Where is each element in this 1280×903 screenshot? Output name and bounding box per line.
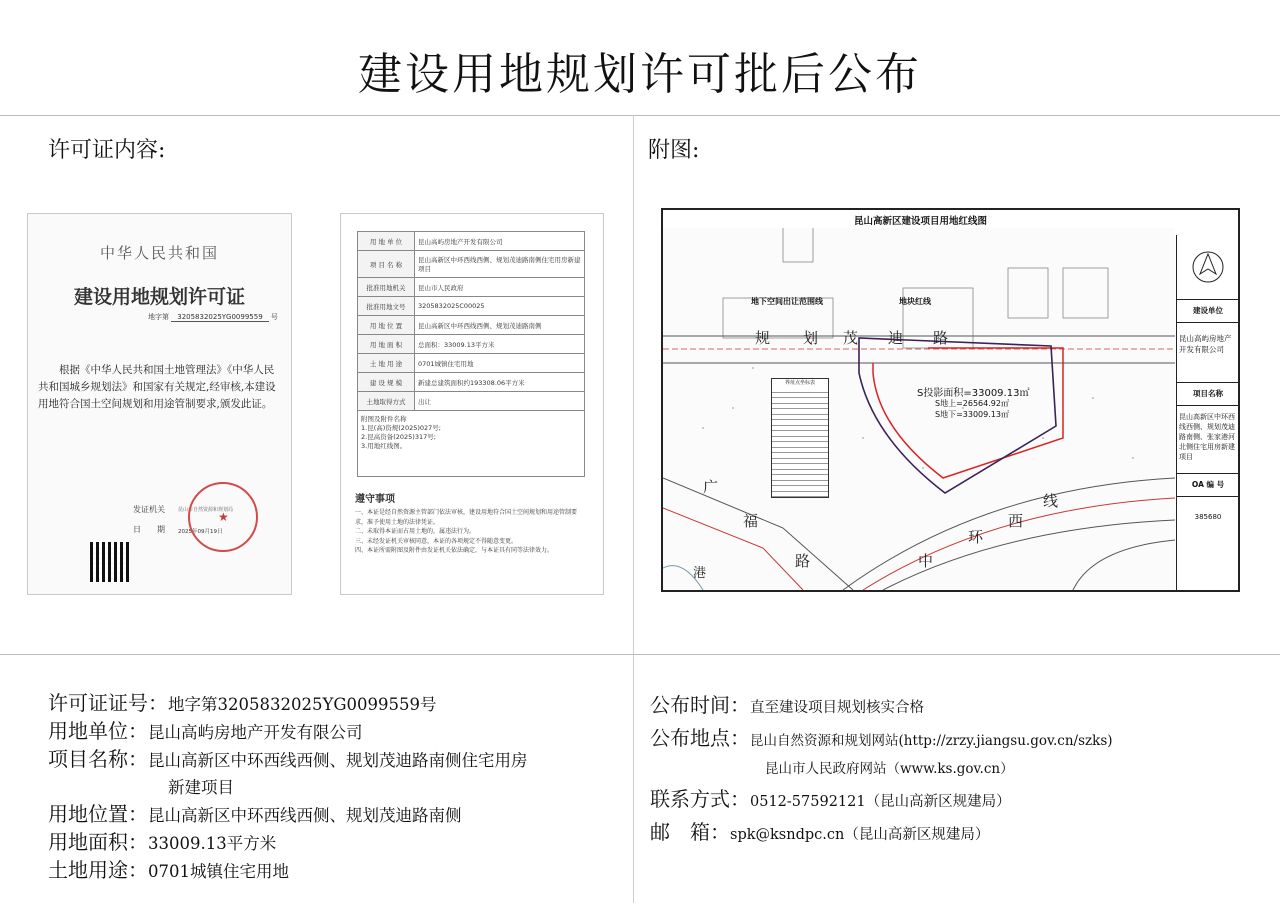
table-cell: 批准用地机关: [358, 278, 415, 297]
info-row-time: [650, 692, 1275, 721]
attachment-item: 3.用地红线图。: [361, 442, 407, 450]
table-row: [358, 373, 585, 392]
table-cell: 土 地 用 途: [358, 354, 415, 373]
redline-map: [661, 208, 1240, 592]
info-row-project-cont: [48, 774, 633, 801]
table-row: [358, 316, 585, 335]
cert-issuer-name: 昆山市自然资源和规划局: [178, 507, 234, 513]
info-right: [650, 692, 1275, 848]
cert-number-line: [148, 312, 278, 322]
table-row: [358, 232, 585, 251]
area-above: S地上=26564.92㎡: [935, 399, 1009, 408]
table-cell: 用 地 位 置: [358, 316, 415, 335]
label-underground: 地下空间出让范围线: [751, 297, 823, 306]
info-value: 0512-57592121（昆山高新区规建局）: [750, 794, 1011, 810]
road-label: 中: [918, 552, 934, 570]
rule-item: 四、本证所需附图及附件由发证机关依法确定，与本证具有同等法律效力。: [355, 547, 554, 554]
rule-item: 一、本证是经自然资源主管部门依法审核，建设用地符合国土空间规划和用途管制要求，准予使用土地的法律凭证。: [355, 509, 578, 526]
info-key: 土地用途：: [48, 858, 148, 882]
left-section-title: 许可证内容:: [48, 138, 166, 163]
table-cell: 昆山高屿房地产开发有限公司: [415, 232, 585, 251]
cert-number-prefix: 地字第: [148, 313, 169, 321]
info-row-contact: [650, 786, 1275, 815]
road-label: 广: [703, 478, 719, 496]
table-row: [358, 335, 585, 354]
attachment-item: 1.昆(高)资规(2025)027号;: [361, 424, 441, 432]
table-cell: 0701城镇住宅用地: [415, 354, 585, 373]
table-cell: 土地取得方式: [358, 392, 415, 411]
road-label: 福: [743, 512, 759, 530]
info-value: 33009.13平方米: [148, 834, 277, 853]
coordinate-table-title: 界址点坐标表: [772, 379, 828, 388]
side-project-value: 昆山高新区中环西线西侧、规划茂迪路南侧、张家港河北侧住宅用房新建项目: [1177, 406, 1239, 474]
info-key: 项目名称：: [48, 747, 148, 771]
info-key: 用地单位：: [48, 719, 148, 743]
map-drawing: [663, 228, 1175, 590]
cert-info-table: [357, 231, 585, 477]
rule-item: 三、未经发证机关审核同意，本证的各项规定不得随意变更。: [355, 537, 518, 545]
info-row-area: [48, 829, 633, 857]
cert-issuer-label: 发证机关: [133, 505, 165, 514]
table-cell: 昆山高新区中环西线西侧、规划茂迪路南侧住宅用房新建项目: [415, 251, 585, 278]
table-cell: 项 目 名 称: [358, 251, 415, 278]
info-key: 邮 箱：: [650, 820, 730, 844]
info-value: 0701城镇住宅用地: [148, 862, 289, 881]
info-value: 地字第3205832025YG0099559号: [168, 695, 437, 714]
table-cell: 批准用地文号: [358, 297, 415, 316]
road-label: 西: [1008, 512, 1024, 530]
road-label: 茂: [843, 329, 859, 347]
info-row-use: [48, 857, 633, 885]
official-seal: [188, 482, 258, 552]
info-value: 昆山自然资源和规划网站(http://zrzy.jiangsu.gov.cn/szks): [750, 733, 1113, 749]
table-row: [358, 251, 585, 278]
area-below: S地下=33009.13㎡: [935, 410, 1009, 419]
certificate-back: [340, 213, 604, 595]
info-key: 用地位置：: [48, 802, 148, 826]
cert-body: 根据《中华人民共和国土地管理法》《中华人民共和国城乡规划法》和国家有关规定,经审核,本建设用地符合国土空间规划和用途管制要求,颁发此证。: [38, 364, 276, 410]
table-cell: 出让: [415, 392, 585, 411]
table-row: [358, 411, 585, 477]
side-oa-value: 385680: [1194, 513, 1222, 521]
info-row-location: [48, 801, 633, 829]
rule-item: 二、未取得本证而占用土地的，属违法行为。: [355, 528, 476, 535]
north-arrow-icon: [1191, 250, 1225, 284]
info-value: 昆山高新区中环西线西侧、规划茂迪路南侧住宅用房: [148, 751, 528, 770]
road-label: 路: [795, 552, 811, 570]
info-key: 联系方式：: [650, 787, 750, 811]
info-key: 公布时间：: [650, 693, 750, 717]
info-value: 新建项目: [168, 778, 234, 797]
table-cell: 昆山市人民政府: [415, 278, 585, 297]
rules-title: 遵守事项: [355, 494, 395, 505]
cert-title: 建设用地规划许可证: [73, 286, 245, 308]
road-label: 环: [968, 528, 984, 546]
cert-number-suffix: 号: [270, 313, 278, 321]
attachments-title: 附图及附件名称: [361, 415, 407, 423]
info-value: 昆山市人民政府网站（www.ks.gov.cn）: [765, 761, 1014, 777]
divider-middle: [0, 654, 1280, 655]
road-label: 规: [755, 329, 771, 347]
table-row: [358, 354, 585, 373]
side-unit-value: 昆山高屿房地产开发有限公司: [1177, 323, 1239, 383]
certificate-front: [27, 213, 292, 595]
qr-code: [90, 542, 130, 582]
info-row-permit: [48, 690, 633, 718]
road-label: 路: [933, 329, 949, 347]
rules-list: [355, 508, 587, 556]
info-key: 用地面积：: [48, 830, 148, 854]
road-label: 划: [803, 329, 819, 347]
cert-date-label: 日 期: [133, 525, 165, 534]
page-title: 建设用地规划许可批后公布: [358, 49, 922, 100]
info-row-place: [650, 725, 1275, 754]
seal-star-icon: ★: [218, 510, 229, 524]
table-cell: 新建总建筑面积约193308.06平方米: [415, 373, 585, 392]
cert-country: 中华人民共和国: [99, 244, 219, 262]
table-cell: 昆山高新区中环西线西侧、规划茂迪路南侧: [415, 316, 585, 335]
area-projection: S投影面积=33009.13㎡: [917, 388, 1030, 399]
attachments-cell: [358, 411, 585, 477]
info-value: 昆山高新区中环西线西侧、规划茂迪路南侧: [148, 806, 462, 825]
info-row-place-cont: [650, 754, 1275, 782]
road-label: 港: [693, 566, 707, 581]
info-value: spk@ksndpc.cn（昆山高新区规建局）: [730, 827, 990, 843]
info-left: [48, 690, 633, 885]
right-section-title: 附图:: [648, 138, 700, 163]
label-redline: 地块红线: [899, 297, 931, 306]
cert-date-value: 2025年09月19日: [178, 529, 223, 535]
road-label: 线: [1043, 492, 1059, 510]
side-oa-label: OA 编 号: [1177, 474, 1239, 497]
info-value: 直至建设项目规划核实合格: [750, 700, 924, 716]
side-project-label: 项目名称: [1177, 383, 1239, 406]
map-title: 昆山高新区建设项目用地红线图: [853, 216, 987, 227]
info-row-project: [48, 746, 633, 774]
north-arrow-box: [1177, 235, 1239, 300]
table-cell: 3205832025C00025: [415, 297, 585, 316]
info-key: 公布地点：: [650, 726, 750, 750]
road-label: 迪: [888, 329, 904, 347]
coordinate-table: [771, 378, 829, 498]
info-value: 昆山高屿房地产开发有限公司: [148, 723, 363, 742]
table-cell: 建 设 规 模: [358, 373, 415, 392]
table-row: [358, 278, 585, 297]
info-row-unit: [48, 718, 633, 746]
info-key: 许可证证号：: [48, 691, 168, 715]
table-row: [358, 392, 585, 411]
info-row-email: [650, 819, 1275, 848]
cert-number: 3205832025YG0099559: [171, 313, 268, 322]
map-background: [663, 228, 1175, 590]
side-unit-label: 建设单位: [1177, 300, 1239, 323]
table-cell: 总面积：33009.13平方米: [415, 335, 585, 354]
divider-vertical: [633, 115, 634, 903]
table-cell: 用 地 面 积: [358, 335, 415, 354]
table-cell: 用 地 单 位: [358, 232, 415, 251]
map-side-panel: [1176, 235, 1239, 590]
divider-top: [0, 115, 1280, 116]
attachment-item: 2.昆高资备(2025)317号;: [361, 433, 436, 441]
table-row: [358, 297, 585, 316]
